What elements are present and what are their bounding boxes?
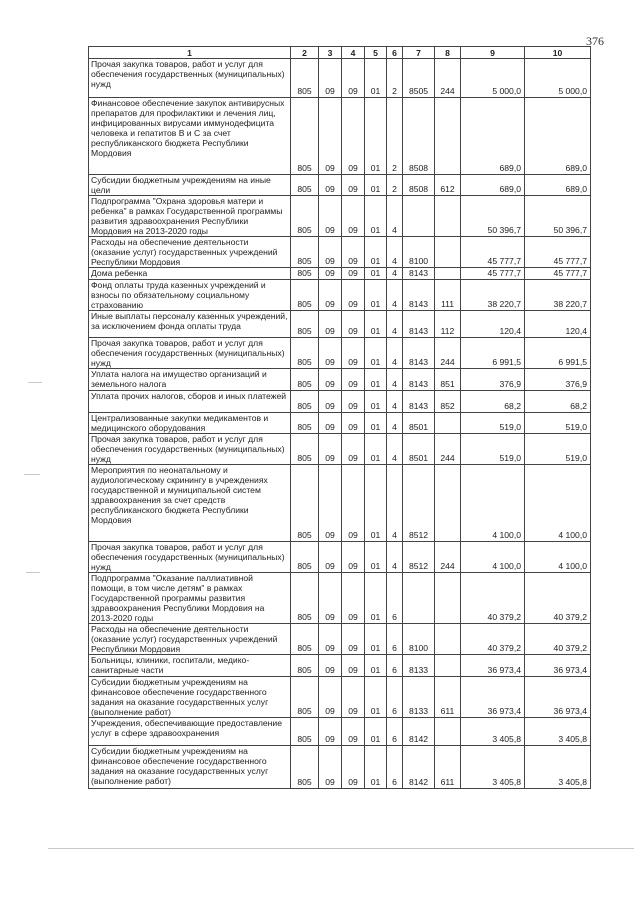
code-cell: 01	[365, 338, 387, 369]
code-cell: 09	[342, 746, 365, 789]
code-cell: 09	[342, 280, 365, 311]
code-cell: 01	[365, 59, 387, 98]
code-cell	[435, 573, 461, 624]
code-cell: 8512	[403, 465, 435, 542]
code-cell	[435, 624, 461, 655]
code-cell: 4	[387, 434, 403, 465]
scan-mark	[24, 474, 40, 475]
code-cell: 8142	[403, 746, 435, 789]
amount-cell: 120,4	[525, 311, 591, 338]
code-cell: 09	[319, 746, 342, 789]
code-cell: 111	[435, 280, 461, 311]
code-cell: 8100	[403, 624, 435, 655]
code-cell: 805	[291, 413, 319, 434]
amount-cell: 376,9	[525, 369, 591, 391]
code-cell: 01	[365, 542, 387, 573]
amount-cell: 36 973,4	[525, 677, 591, 718]
code-cell: 8501	[403, 413, 435, 434]
code-cell: 09	[319, 465, 342, 542]
code-cell: 09	[342, 98, 365, 175]
code-cell: 01	[365, 746, 387, 789]
amount-cell: 38 220,7	[525, 280, 591, 311]
code-cell: 09	[319, 655, 342, 677]
code-cell: 4	[387, 465, 403, 542]
code-cell: 09	[319, 338, 342, 369]
code-cell: 01	[365, 677, 387, 718]
table-row	[89, 338, 591, 369]
item-name: Финансовое обеспечение закупок антивирусных препаратов для профилактики и лечения лиц, инфицированных вирусами иммунодефицита человека и гепатитов В и С за счет республиканского бюджета Республики Мордовия	[89, 98, 291, 175]
code-cell: 4	[387, 311, 403, 338]
code-cell: 09	[342, 237, 365, 268]
item-name: Субсидии бюджетным учреждениям на финансовое обеспечение государственного задания на оказание государственных услуг (выполнение работ)	[89, 677, 291, 718]
code-cell: 805	[291, 624, 319, 655]
code-cell: 611	[435, 746, 461, 789]
code-cell: 612	[435, 175, 461, 196]
code-cell: 2	[387, 98, 403, 175]
amount-cell: 50 396,7	[461, 196, 525, 237]
item-name: Учреждения, обеспечивающие предоставление услуг в сфере здравоохранения	[89, 718, 291, 746]
code-cell: 805	[291, 338, 319, 369]
code-cell: 09	[342, 268, 365, 280]
table-row	[89, 280, 591, 311]
code-cell: 805	[291, 369, 319, 391]
item-name: Прочая закупка товаров, работ и услуг для обеспечения государственных (муниципальных) нужд	[89, 434, 291, 465]
code-cell: 8143	[403, 369, 435, 391]
code-cell: 805	[291, 175, 319, 196]
amount-cell: 45 777,7	[525, 237, 591, 268]
code-cell: 09	[319, 98, 342, 175]
code-cell: 01	[365, 175, 387, 196]
table-row	[89, 413, 591, 434]
amount-cell: 4 100,0	[525, 465, 591, 542]
item-name: Прочая закупка товаров, работ и услуг для обеспечения государственных (муниципальных) нужд	[89, 542, 291, 573]
scan-mark	[26, 572, 40, 573]
budget-table	[88, 46, 591, 789]
code-cell: 09	[342, 677, 365, 718]
code-cell: 8100	[403, 237, 435, 268]
amount-cell: 4 100,0	[525, 542, 591, 573]
code-cell: 805	[291, 718, 319, 746]
code-cell: 09	[319, 542, 342, 573]
amount-cell: 519,0	[525, 434, 591, 465]
code-cell: 09	[319, 573, 342, 624]
code-cell	[435, 413, 461, 434]
column-header: 7	[403, 47, 435, 59]
code-cell: 805	[291, 98, 319, 175]
code-cell: 244	[435, 338, 461, 369]
code-cell: 611	[435, 677, 461, 718]
code-cell: 09	[342, 413, 365, 434]
amount-cell: 40 379,2	[525, 624, 591, 655]
code-cell: 8143	[403, 268, 435, 280]
code-cell	[435, 465, 461, 542]
code-cell: 01	[365, 196, 387, 237]
amount-cell: 3 405,8	[525, 718, 591, 746]
code-cell: 4	[387, 338, 403, 369]
item-name: Прочая закупка товаров, работ и услуг для обеспечения государственных (муниципальных) нужд	[89, 338, 291, 369]
item-name: Расходы на обеспечение деятельности (оказание услуг) государственных учреждений Республики Мордовия	[89, 237, 291, 268]
column-header: 8	[435, 47, 461, 59]
table-row	[89, 268, 591, 280]
code-cell: 8133	[403, 677, 435, 718]
item-name: Субсидии бюджетным учреждениям на финансовое обеспечение государственного задания на оказание государственных услуг (выполнение работ)	[89, 746, 291, 789]
code-cell: 852	[435, 391, 461, 413]
code-cell: 2	[387, 59, 403, 98]
code-cell: 09	[319, 434, 342, 465]
code-cell: 4	[387, 268, 403, 280]
code-cell	[435, 718, 461, 746]
code-cell: 805	[291, 196, 319, 237]
code-cell: 01	[365, 369, 387, 391]
code-cell: 09	[342, 338, 365, 369]
column-header: 6	[387, 47, 403, 59]
amount-cell: 3 405,8	[525, 746, 591, 789]
amount-cell: 6 991,5	[461, 338, 525, 369]
table-row	[89, 196, 591, 237]
code-cell: 09	[342, 542, 365, 573]
code-cell: 01	[365, 413, 387, 434]
scan-mark	[28, 382, 42, 383]
code-cell: 09	[342, 434, 365, 465]
code-cell: 8508	[403, 175, 435, 196]
code-cell: 8512	[403, 542, 435, 573]
code-cell: 09	[342, 196, 365, 237]
code-cell: 09	[342, 175, 365, 196]
amount-cell: 45 777,7	[525, 268, 591, 280]
item-name: Уплата прочих налогов, сборов и иных платежей	[89, 391, 291, 413]
code-cell: 6	[387, 573, 403, 624]
code-cell: 01	[365, 311, 387, 338]
code-cell: 2	[387, 175, 403, 196]
column-header: 4	[342, 47, 365, 59]
item-name: Дома ребенка	[89, 268, 291, 280]
code-cell: 805	[291, 391, 319, 413]
amount-cell: 6 991,5	[525, 338, 591, 369]
code-cell: 01	[365, 718, 387, 746]
code-cell: 4	[387, 196, 403, 237]
code-cell: 851	[435, 369, 461, 391]
amount-cell: 689,0	[525, 98, 591, 175]
code-cell: 6	[387, 655, 403, 677]
code-cell: 01	[365, 573, 387, 624]
amount-cell: 45 777,7	[461, 268, 525, 280]
code-cell: 01	[365, 655, 387, 677]
scan-line	[48, 848, 634, 849]
code-cell: 4	[387, 369, 403, 391]
table-row	[89, 465, 591, 542]
code-cell: 09	[342, 391, 365, 413]
code-cell: 09	[342, 59, 365, 98]
table-row	[89, 655, 591, 677]
code-cell: 09	[319, 268, 342, 280]
code-cell: 09	[319, 175, 342, 196]
code-cell	[435, 98, 461, 175]
code-cell: 805	[291, 746, 319, 789]
item-name: Расходы на обеспечение деятельности (оказание услуг) государственных учреждений Республики Мордовия	[89, 624, 291, 655]
code-cell: 01	[365, 434, 387, 465]
code-cell: 09	[342, 311, 365, 338]
table-row	[89, 369, 591, 391]
code-cell: 805	[291, 311, 319, 338]
code-cell: 4	[387, 542, 403, 573]
code-cell: 8143	[403, 391, 435, 413]
amount-cell: 120,4	[461, 311, 525, 338]
table-row	[89, 98, 591, 175]
column-header: 5	[365, 47, 387, 59]
code-cell: 09	[319, 369, 342, 391]
table-row	[89, 237, 591, 268]
column-header: 2	[291, 47, 319, 59]
code-cell: 805	[291, 59, 319, 98]
code-cell: 8505	[403, 59, 435, 98]
item-name: Мероприятия по неонатальному и аудиологическому скринингу в учреждениях государственной и муниципальной систем здравоохранения за счет средств республиканского бюджета Республики Мордовия	[89, 465, 291, 542]
amount-cell: 519,0	[525, 413, 591, 434]
code-cell: 805	[291, 465, 319, 542]
code-cell: 4	[387, 237, 403, 268]
amount-cell: 5 000,0	[525, 59, 591, 98]
code-cell: 8508	[403, 98, 435, 175]
table-row	[89, 624, 591, 655]
amount-cell: 50 396,7	[525, 196, 591, 237]
code-cell: 09	[319, 413, 342, 434]
code-cell: 8143	[403, 311, 435, 338]
code-cell: 6	[387, 624, 403, 655]
table-row	[89, 542, 591, 573]
header-row	[89, 47, 591, 59]
amount-cell: 519,0	[461, 413, 525, 434]
amount-cell: 40 379,2	[461, 624, 525, 655]
item-name: Субсидии бюджетным учреждениям на иные цели	[89, 175, 291, 196]
table-body	[89, 59, 591, 789]
amount-cell: 36 973,4	[461, 655, 525, 677]
table-row	[89, 434, 591, 465]
amount-cell: 36 973,4	[461, 677, 525, 718]
code-cell: 244	[435, 434, 461, 465]
item-name: Больницы, клиники, госпитали, медико-санитарные части	[89, 655, 291, 677]
item-name: Централизованные закупки медикаментов и медицинского оборудования	[89, 413, 291, 434]
code-cell: 4	[387, 413, 403, 434]
code-cell: 8143	[403, 280, 435, 311]
code-cell: 805	[291, 237, 319, 268]
code-cell: 805	[291, 677, 319, 718]
amount-cell: 45 777,7	[461, 237, 525, 268]
column-header: 10	[525, 47, 591, 59]
item-name: Уплата налога на имущество организаций и земельного налога	[89, 369, 291, 391]
code-cell: 09	[319, 237, 342, 268]
item-name: Подпрограмма "Охрана здоровья матери и ребенка" в рамках Государственной программы развития здравоохранения Республики Мордовия на 2013-2020 годы	[89, 196, 291, 237]
amount-cell: 3 405,8	[461, 718, 525, 746]
table-row	[89, 391, 591, 413]
table-row	[89, 311, 591, 338]
code-cell: 01	[365, 280, 387, 311]
code-cell: 01	[365, 237, 387, 268]
code-cell: 805	[291, 280, 319, 311]
amount-cell: 40 379,2	[525, 573, 591, 624]
table-row	[89, 746, 591, 789]
code-cell: 09	[342, 573, 365, 624]
item-name: Подпрограмма "Оказание паллиативной помощи, в том числе детям" в рамках Государственной программы развития здравоохранения Республики Мордовия на 2013-2020 годы	[89, 573, 291, 624]
code-cell: 01	[365, 465, 387, 542]
amount-cell: 689,0	[525, 175, 591, 196]
table-row	[89, 175, 591, 196]
table-row	[89, 59, 591, 98]
code-cell: 805	[291, 434, 319, 465]
item-name: Иные выплаты персоналу казенных учреждений, за исключением фонда оплаты труда	[89, 311, 291, 338]
amount-cell: 5 000,0	[461, 59, 525, 98]
code-cell: 4	[387, 391, 403, 413]
table-row	[89, 677, 591, 718]
code-cell: 09	[319, 624, 342, 655]
code-cell: 01	[365, 268, 387, 280]
code-cell: 09	[319, 718, 342, 746]
item-name: Прочая закупка товаров, работ и услуг для обеспечения государственных (муниципальных) нужд	[89, 59, 291, 98]
code-cell: 01	[365, 98, 387, 175]
code-cell: 112	[435, 311, 461, 338]
code-cell: 6	[387, 677, 403, 718]
amount-cell: 689,0	[461, 98, 525, 175]
code-cell	[435, 268, 461, 280]
code-cell: 09	[342, 624, 365, 655]
code-cell: 8133	[403, 655, 435, 677]
code-cell: 805	[291, 268, 319, 280]
amount-cell: 519,0	[461, 434, 525, 465]
amount-cell: 689,0	[461, 175, 525, 196]
code-cell: 6	[387, 718, 403, 746]
amount-cell: 4 100,0	[461, 465, 525, 542]
code-cell: 09	[342, 718, 365, 746]
code-cell: 6	[387, 746, 403, 789]
code-cell	[403, 196, 435, 237]
code-cell	[435, 237, 461, 268]
code-cell: 8143	[403, 338, 435, 369]
code-cell: 244	[435, 542, 461, 573]
code-cell	[435, 196, 461, 237]
code-cell: 805	[291, 542, 319, 573]
code-cell	[403, 573, 435, 624]
item-name: Фонд оплаты труда казенных учреждений и взносы по обязательному социальному страхованию	[89, 280, 291, 311]
code-cell: 09	[319, 280, 342, 311]
code-cell: 09	[319, 311, 342, 338]
column-header: 9	[461, 47, 525, 59]
code-cell: 805	[291, 573, 319, 624]
code-cell: 09	[319, 196, 342, 237]
amount-cell: 4 100,0	[461, 542, 525, 573]
code-cell: 01	[365, 624, 387, 655]
column-header: 1	[89, 47, 291, 59]
code-cell: 09	[342, 369, 365, 391]
amount-cell: 38 220,7	[461, 280, 525, 311]
amount-cell: 3 405,8	[461, 746, 525, 789]
amount-cell: 40 379,2	[461, 573, 525, 624]
code-cell: 8501	[403, 434, 435, 465]
code-cell	[435, 655, 461, 677]
code-cell: 09	[342, 655, 365, 677]
code-cell: 244	[435, 59, 461, 98]
code-cell: 4	[387, 280, 403, 311]
page-number: 376	[586, 34, 604, 48]
code-cell: 09	[319, 391, 342, 413]
amount-cell: 36 973,4	[525, 655, 591, 677]
code-cell: 01	[365, 391, 387, 413]
code-cell: 805	[291, 655, 319, 677]
code-cell: 09	[319, 59, 342, 98]
code-cell: 09	[342, 465, 365, 542]
code-cell: 09	[319, 677, 342, 718]
column-header: 3	[319, 47, 342, 59]
amount-cell: 376,9	[461, 369, 525, 391]
amount-cell: 68,2	[461, 391, 525, 413]
amount-cell: 68,2	[525, 391, 591, 413]
table-row	[89, 573, 591, 624]
code-cell: 8142	[403, 718, 435, 746]
table-row	[89, 718, 591, 746]
